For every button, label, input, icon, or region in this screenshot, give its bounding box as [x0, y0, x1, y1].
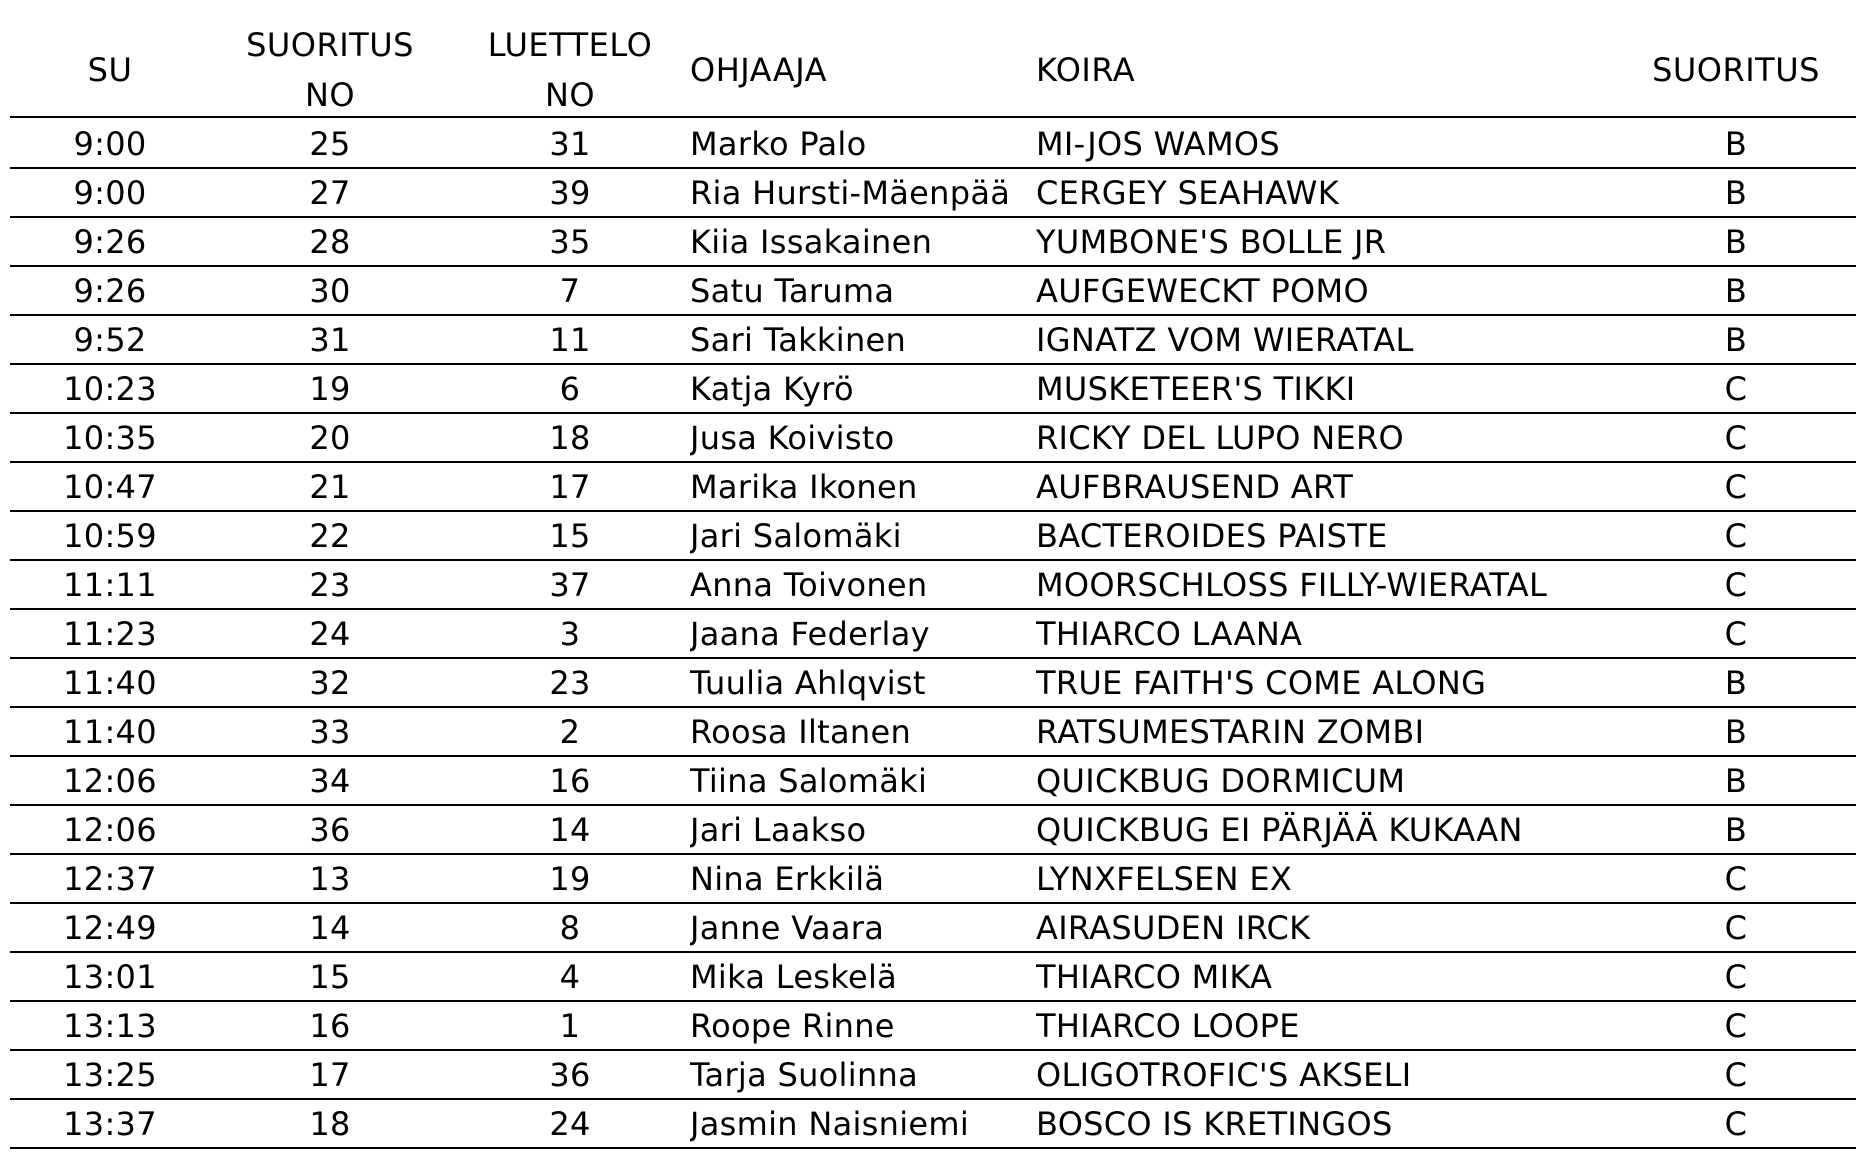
table-row	[10, 659, 1856, 708]
table-row	[10, 316, 1856, 365]
suoritus-cell: C	[1724, 908, 1748, 947]
ohjaaja-cell: Jaana Federlay	[690, 614, 930, 653]
time-cell: 13:25	[63, 1055, 157, 1094]
ohjaaja-cell: Marika Ikonen	[690, 467, 918, 506]
table-row	[10, 365, 1856, 414]
luettelo-no-cell: 14	[549, 810, 591, 849]
luettelo-no-cell: 23	[549, 663, 591, 702]
suoritus-cell: C	[1724, 614, 1748, 653]
luettelo-no-cell: 24	[549, 1104, 591, 1143]
ohjaaja-cell: Mika Leskelä	[690, 957, 898, 996]
koira-cell: QUICKBUG DORMICUM	[1036, 761, 1406, 800]
table-row	[10, 708, 1856, 757]
time-cell: 12:49	[63, 908, 157, 947]
header-suoritus-no-line1: SUORITUS	[246, 26, 414, 64]
table-row	[10, 904, 1856, 953]
koira-cell: YUMBONE'S BOLLE JR	[1036, 222, 1387, 261]
luettelo-no-cell: 3	[559, 614, 581, 653]
suoritus-no-cell: 36	[309, 810, 351, 849]
suoritus-cell: C	[1724, 1006, 1748, 1045]
schedule-sheet	[10, 20, 1856, 1149]
time-cell: 10:59	[63, 516, 157, 555]
koira-cell: AUFGEWECKT POMO	[1036, 271, 1369, 310]
ohjaaja-cell: Jasmin Naisniemi	[690, 1104, 970, 1143]
luettelo-no-cell: 1	[559, 1006, 581, 1045]
table-row	[10, 267, 1856, 316]
suoritus-no-cell: 17	[309, 1055, 351, 1094]
time-cell: 11:40	[63, 663, 157, 702]
table-row	[10, 414, 1856, 463]
suoritus-no-cell: 31	[309, 320, 351, 359]
koira-cell: QUICKBUG EI PÄRJÄÄ KUKAAN	[1036, 810, 1523, 849]
suoritus-no-cell: 28	[309, 222, 351, 261]
suoritus-no-cell: 15	[309, 957, 351, 996]
time-cell: 11:23	[63, 614, 157, 653]
suoritus-cell: B	[1724, 320, 1748, 359]
koira-cell: AUFBRAUSEND ART	[1036, 467, 1354, 506]
koira-cell: MOORSCHLOSS FILLY-WIERATAL	[1036, 565, 1548, 604]
suoritus-no-cell: 19	[309, 369, 351, 408]
header-koira: KOIRA	[1036, 51, 1136, 89]
luettelo-no-cell: 36	[549, 1055, 591, 1094]
time-cell: 12:06	[63, 761, 157, 800]
koira-cell: BACTEROIDES PAISTE	[1036, 516, 1388, 555]
suoritus-cell: B	[1724, 810, 1748, 849]
ohjaaja-cell: Tuulia Ahlqvist	[690, 663, 926, 702]
table-row	[10, 1002, 1856, 1051]
time-cell: 10:47	[63, 467, 157, 506]
suoritus-cell: C	[1724, 957, 1748, 996]
koira-cell: RICKY DEL LUPO NERO	[1036, 418, 1405, 457]
koira-cell: CERGEY SEAHAWK	[1036, 173, 1339, 212]
ohjaaja-cell: Roosa Iltanen	[690, 712, 912, 751]
table-row	[10, 512, 1856, 561]
ohjaaja-cell: Jari Laakso	[690, 810, 867, 849]
luettelo-no-cell: 39	[549, 173, 591, 212]
luettelo-no-cell: 17	[549, 467, 591, 506]
ohjaaja-cell: Tarja Suolinna	[690, 1055, 919, 1094]
suoritus-no-cell: 34	[309, 761, 351, 800]
koira-cell: LYNXFELSEN EX	[1036, 859, 1293, 898]
suoritus-cell: C	[1724, 1055, 1748, 1094]
suoritus-no-cell: 25	[309, 124, 351, 163]
suoritus-cell: B	[1724, 124, 1748, 163]
header-ohjaaja: OHJAAJA	[690, 51, 828, 89]
ohjaaja-cell: Jari Salomäki	[690, 516, 902, 555]
ohjaaja-cell: Katja Kyrö	[690, 369, 854, 408]
suoritus-cell: C	[1724, 516, 1748, 555]
luettelo-no-cell: 19	[549, 859, 591, 898]
table-row	[10, 757, 1856, 806]
time-cell: 10:35	[63, 418, 157, 457]
koira-cell: MI-JOS WAMOS	[1036, 124, 1280, 163]
koira-cell: RATSUMESTARIN ZOMBI	[1036, 712, 1425, 751]
table-row	[10, 1100, 1856, 1149]
time-cell: 9:00	[73, 173, 147, 212]
time-cell: 11:11	[63, 565, 157, 604]
ohjaaja-cell: Tiina Salomäki	[690, 761, 928, 800]
table-row	[10, 1051, 1856, 1100]
time-cell: 11:40	[63, 712, 157, 751]
suoritus-no-cell: 32	[309, 663, 351, 702]
suoritus-no-cell: 13	[309, 859, 351, 898]
suoritus-no-cell: 27	[309, 173, 351, 212]
ohjaaja-cell: Janne Vaara	[690, 908, 885, 947]
table-row	[10, 610, 1856, 659]
luettelo-no-cell: 4	[559, 957, 581, 996]
ohjaaja-cell: Satu Taruma	[690, 271, 895, 310]
luettelo-no-cell: 35	[549, 222, 591, 261]
suoritus-no-cell: 16	[309, 1006, 351, 1045]
koira-cell: OLIGOTROFIC'S AKSELI	[1036, 1055, 1412, 1094]
time-cell: 12:06	[63, 810, 157, 849]
time-cell: 9:52	[73, 320, 147, 359]
luettelo-no-cell: 2	[559, 712, 581, 751]
table-row	[10, 561, 1856, 610]
luettelo-no-cell: 37	[549, 565, 591, 604]
time-cell: 9:26	[73, 271, 147, 310]
luettelo-no-cell: 16	[549, 761, 591, 800]
ohjaaja-cell: Nina Erkkilä	[690, 859, 885, 898]
ohjaaja-cell: Kiia Issakainen	[690, 222, 933, 261]
ohjaaja-cell: Sari Takkinen	[690, 320, 907, 359]
suoritus-cell: C	[1724, 1104, 1748, 1143]
header-suoritus-no-line2: NO	[304, 76, 356, 114]
suoritus-cell: B	[1724, 761, 1748, 800]
table-header	[10, 20, 1856, 118]
table-row	[10, 463, 1856, 512]
suoritus-cell: B	[1724, 663, 1748, 702]
suoritus-cell: C	[1724, 467, 1748, 506]
ohjaaja-cell: Roope Rinne	[690, 1006, 895, 1045]
suoritus-no-cell: 20	[309, 418, 351, 457]
suoritus-no-cell: 30	[309, 271, 351, 310]
time-cell: 13:01	[63, 957, 157, 996]
header-luettelo-no-line1: LUETTELO	[487, 26, 653, 64]
suoritus-no-cell: 33	[309, 712, 351, 751]
time-cell: 13:37	[63, 1104, 157, 1143]
table-body	[10, 118, 1856, 1149]
suoritus-cell: B	[1724, 222, 1748, 261]
koira-cell: MUSKETEER'S TIKKI	[1036, 369, 1356, 408]
time-cell: 12:37	[63, 859, 157, 898]
table-row	[10, 953, 1856, 1002]
suoritus-no-cell: 21	[309, 467, 351, 506]
suoritus-cell: B	[1724, 712, 1748, 751]
luettelo-no-cell: 15	[549, 516, 591, 555]
table-row	[10, 169, 1856, 218]
time-cell: 13:13	[63, 1006, 157, 1045]
suoritus-cell: C	[1724, 369, 1748, 408]
koira-cell: THIARCO MIKA	[1036, 957, 1273, 996]
koira-cell: THIARCO LOOPE	[1036, 1006, 1300, 1045]
suoritus-cell: B	[1724, 173, 1748, 212]
koira-cell: IGNATZ VOM WIERATAL	[1036, 320, 1414, 359]
time-cell: 9:00	[73, 124, 147, 163]
table-row	[10, 218, 1856, 267]
table-row	[10, 806, 1856, 855]
suoritus-cell: C	[1724, 565, 1748, 604]
header-luettelo-no	[450, 20, 690, 120]
ohjaaja-cell: Marko Palo	[690, 124, 867, 163]
koira-cell: TRUE FAITH'S COME ALONG	[1036, 663, 1487, 702]
koira-cell: THIARCO LAANA	[1036, 614, 1303, 653]
suoritus-no-cell: 14	[309, 908, 351, 947]
luettelo-no-cell: 7	[559, 271, 581, 310]
suoritus-cell: C	[1724, 859, 1748, 898]
luettelo-no-cell: 6	[559, 369, 581, 408]
suoritus-cell: B	[1724, 271, 1748, 310]
header-su: SU	[87, 51, 133, 89]
luettelo-no-cell: 11	[549, 320, 591, 359]
koira-cell: AIRASUDEN IRCK	[1036, 908, 1311, 947]
luettelo-no-cell: 8	[559, 908, 581, 947]
ohjaaja-cell: Ria Hursti-Mäenpää	[690, 173, 1011, 212]
suoritus-no-cell: 18	[309, 1104, 351, 1143]
header-suoritus: SUORITUS	[1652, 51, 1820, 89]
suoritus-no-cell: 23	[309, 565, 351, 604]
suoritus-no-cell: 22	[309, 516, 351, 555]
suoritus-no-cell: 24	[309, 614, 351, 653]
time-cell: 10:23	[63, 369, 157, 408]
koira-cell: BOSCO IS KRETINGOS	[1036, 1104, 1393, 1143]
time-cell: 9:26	[73, 222, 147, 261]
ohjaaja-cell: Anna Toivonen	[690, 565, 928, 604]
table-row	[10, 855, 1856, 904]
table-row	[10, 120, 1856, 169]
header-suoritus-no	[210, 20, 450, 120]
ohjaaja-cell: Jusa Koivisto	[690, 418, 895, 457]
luettelo-no-cell: 18	[549, 418, 591, 457]
luettelo-no-cell: 31	[549, 124, 591, 163]
header-luettelo-no-line2: NO	[544, 76, 596, 114]
suoritus-cell: C	[1724, 418, 1748, 457]
